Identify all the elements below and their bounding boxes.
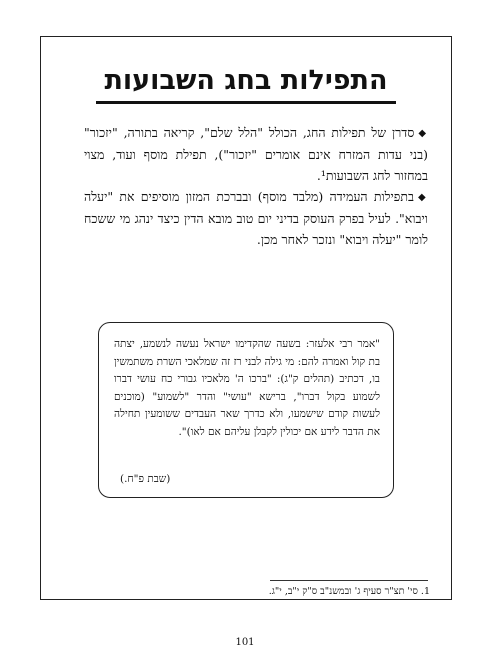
page-frame	[40, 36, 452, 600]
paragraph-1-text: סדרן של תפילות החג, הכולל "הלל שלם", קריאה בתורה, "יזכור" (בני עדות המזרח אינם אומרים "יזכור"), תפילת מוסף ועוד, מצוי במחזור לחג השבועות¹.	[84, 125, 428, 183]
diamond-bullet-icon: ◆	[418, 128, 428, 139]
title-underline	[96, 101, 396, 104]
page-title: התפילות בחג השבועות	[104, 65, 388, 96]
paragraph-2-text: בתפילות העמידה (מלבד מוסף) ובברכת המזון מוסיפים את "יעלה ויבוא". לעיל בפרק העוסק בדיני יום טוב מובא הדין כיצד ינהג מי ששכח לומר "יעלה ויבוא" ונזכר לאחר מכן.	[84, 189, 428, 247]
diamond-bullet-icon: ◆	[418, 192, 428, 203]
page-number: 101	[235, 637, 255, 648]
body-text	[84, 122, 428, 250]
quote-text: "אמר רבי אלעזר: בשעה שהקדימו ישראל נעשה לנשמע, יצתה בת קול ואמרה להם: מי גילה לבני רז זה שמלאכי השרת משתמשין בו, דכתיב (תהלים ק"ג): "ברכו ה' מלאכיו גבורי כח עושי דברו לשמוע בקול דברו", ברישא "עושי" והדר "לשמוע" (מוכנים לעשות קודם שישמעו, ולא כדרך שאר העבדים ששומעין תחילה את הדבר לידע אם יכולין לקבלן עליהם אם לאו)".	[114, 338, 380, 438]
quote-source: (שבת פ"ח.)	[120, 473, 171, 485]
footnote-divider	[270, 580, 428, 581]
paragraph-1	[84, 122, 428, 186]
paragraph-2	[84, 186, 428, 250]
footnote: 1. סי' תצ"ר סעיף ג' ובמשנ"ב ס"ק י"ב, י"ג.	[268, 586, 430, 597]
